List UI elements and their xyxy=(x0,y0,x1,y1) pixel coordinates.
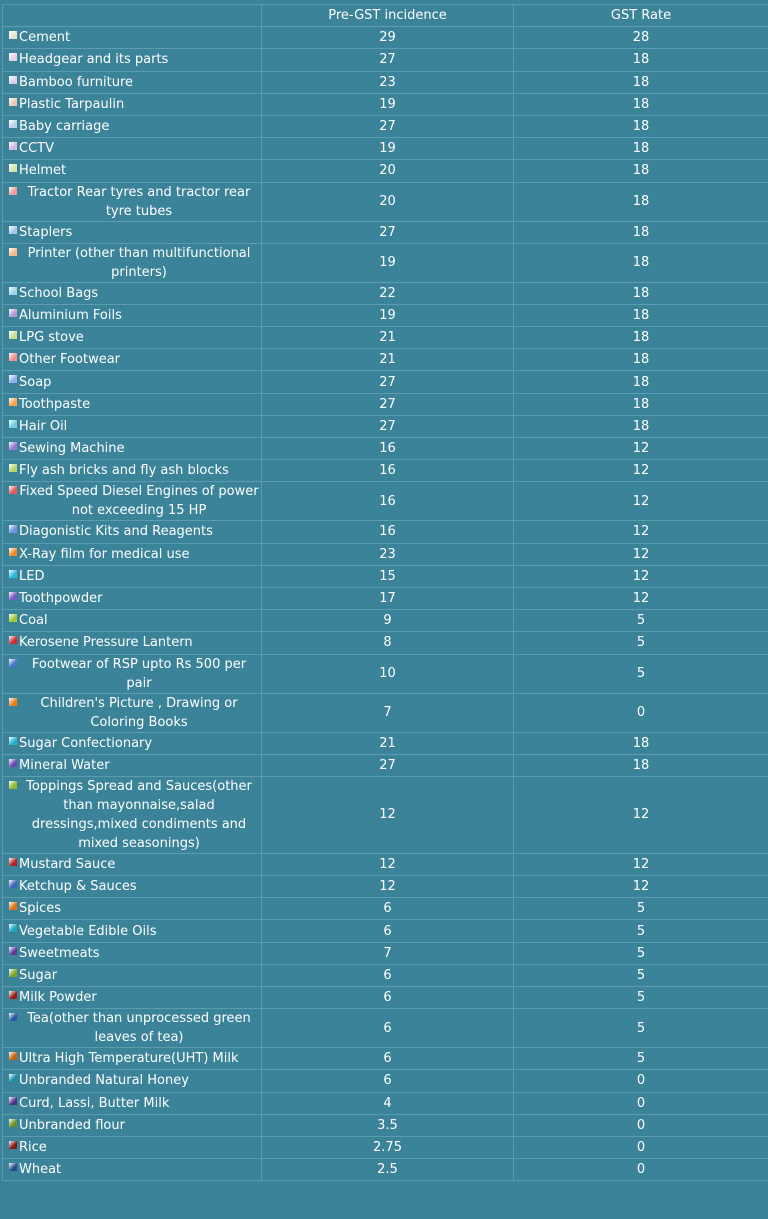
item-cell xyxy=(3,521,262,543)
item-cell xyxy=(3,964,262,986)
pre-gst-value: 16 xyxy=(262,460,514,482)
pre-gst-value: 27 xyxy=(262,49,514,71)
legend-swatch-icon xyxy=(9,759,17,767)
item-name: Helmet xyxy=(5,161,259,180)
pre-gst-value: 17 xyxy=(262,587,514,609)
pre-gst-value: 21 xyxy=(262,327,514,349)
item-cell xyxy=(3,987,262,1009)
gst-rate-value: 18 xyxy=(514,282,768,304)
pre-gst-value: 6 xyxy=(262,964,514,986)
table-row xyxy=(3,898,768,920)
item-cell xyxy=(3,1114,262,1136)
item-cell xyxy=(3,49,262,71)
pre-gst-value: 27 xyxy=(262,221,514,243)
item-cell xyxy=(3,71,262,93)
table-row xyxy=(3,1114,768,1136)
gst-rate-value: 18 xyxy=(514,49,768,71)
item-name: Unbranded flour xyxy=(5,1116,259,1135)
table-row xyxy=(3,415,768,437)
item-name: School Bags xyxy=(5,284,259,303)
item-name: Cement xyxy=(5,28,259,47)
legend-swatch-icon xyxy=(9,1119,17,1127)
pre-gst-value: 20 xyxy=(262,182,514,221)
gst-rate-value: 0 xyxy=(514,1136,768,1158)
item-name: Kerosene Pressure Lantern xyxy=(5,633,259,652)
gst-rate-value: 12 xyxy=(514,460,768,482)
pre-gst-value: 23 xyxy=(262,71,514,93)
table-row xyxy=(3,587,768,609)
pre-gst-value: 6 xyxy=(262,898,514,920)
legend-swatch-icon xyxy=(9,947,17,955)
item-name: Plastic Tarpaulin xyxy=(5,95,259,114)
item-name: Bamboo furniture xyxy=(5,73,259,92)
pre-gst-value: 9 xyxy=(262,610,514,632)
item-name: Headgear and its parts xyxy=(5,50,259,69)
gst-rate-value: 5 xyxy=(514,964,768,986)
gst-rate-value: 5 xyxy=(514,920,768,942)
gst-rate-value: 5 xyxy=(514,898,768,920)
pre-gst-value: 2.5 xyxy=(262,1159,514,1181)
table-row xyxy=(3,610,768,632)
gst-rate-value: 12 xyxy=(514,438,768,460)
pre-gst-value: 27 xyxy=(262,393,514,415)
gst-rate-value: 5 xyxy=(514,654,768,693)
table-row xyxy=(3,987,768,1009)
legend-swatch-icon xyxy=(9,548,17,556)
gst-rate-value: 18 xyxy=(514,93,768,115)
pre-gst-value: 7 xyxy=(262,942,514,964)
pre-gst-value: 12 xyxy=(262,853,514,875)
item-name: Footwear of RSP upto Rs 500 per pair xyxy=(5,655,259,693)
pre-gst-value: 21 xyxy=(262,349,514,371)
item-cell xyxy=(3,27,262,49)
gst-rate-value: 18 xyxy=(514,182,768,221)
gst-rate-value: 12 xyxy=(514,521,768,543)
item-name: Hair Oil xyxy=(5,417,259,436)
table-row xyxy=(3,1092,768,1114)
item-name: Diagonistic Kits and Reagents xyxy=(5,522,259,541)
pre-gst-value: 12 xyxy=(262,776,514,853)
gst-rate-value: 18 xyxy=(514,415,768,437)
legend-swatch-icon xyxy=(9,1163,17,1171)
pre-gst-value: 22 xyxy=(262,282,514,304)
legend-swatch-icon xyxy=(9,614,17,622)
header-item xyxy=(3,5,262,27)
item-cell xyxy=(3,243,262,282)
gst-rate-value: 18 xyxy=(514,243,768,282)
item-name: Toppings Spread and Sauces(other than mayonnaise,salad dressings,mixed condiments and mixed seasonings) xyxy=(5,777,259,853)
legend-swatch-icon xyxy=(9,309,17,317)
gst-rate-value: 0 xyxy=(514,693,768,732)
table-row xyxy=(3,460,768,482)
table-row xyxy=(3,71,768,93)
table-row xyxy=(3,221,768,243)
legend-swatch-icon xyxy=(9,142,17,150)
legend-swatch-icon xyxy=(9,1013,17,1021)
gst-rate-value: 18 xyxy=(514,371,768,393)
pre-gst-value: 6 xyxy=(262,987,514,1009)
legend-swatch-icon xyxy=(9,98,17,106)
table-row xyxy=(3,632,768,654)
item-name: Vegetable Edible Oils xyxy=(5,922,259,941)
table-row xyxy=(3,349,768,371)
gst-rate-value: 12 xyxy=(514,853,768,875)
pre-gst-value: 27 xyxy=(262,415,514,437)
item-cell xyxy=(3,920,262,942)
gst-rate-value: 5 xyxy=(514,632,768,654)
legend-swatch-icon xyxy=(9,570,17,578)
table-row xyxy=(3,521,768,543)
table-row xyxy=(3,327,768,349)
pre-gst-value: 8 xyxy=(262,632,514,654)
item-cell xyxy=(3,138,262,160)
item-name: Tea(other than unprocessed green leaves of tea) xyxy=(5,1009,259,1047)
table-row xyxy=(3,1048,768,1070)
gst-rate-value: 18 xyxy=(514,732,768,754)
item-name: Aluminium Foils xyxy=(5,306,259,325)
legend-swatch-icon xyxy=(9,525,17,533)
legend-swatch-icon xyxy=(9,420,17,428)
table-row xyxy=(3,876,768,898)
item-name: LPG stove xyxy=(5,328,259,347)
pre-gst-value: 12 xyxy=(262,876,514,898)
legend-swatch-icon xyxy=(9,464,17,472)
gst-rate-value: 12 xyxy=(514,876,768,898)
table-row xyxy=(3,1070,768,1092)
legend-swatch-icon xyxy=(9,924,17,932)
item-cell xyxy=(3,898,262,920)
item-name: Mustard Sauce xyxy=(5,855,259,874)
legend-swatch-icon xyxy=(9,592,17,600)
item-cell xyxy=(3,1048,262,1070)
pre-gst-value: 15 xyxy=(262,565,514,587)
item-name: Ketchup & Sauces xyxy=(5,877,259,896)
table-row xyxy=(3,964,768,986)
item-cell xyxy=(3,282,262,304)
table-row xyxy=(3,393,768,415)
pre-gst-value: 19 xyxy=(262,93,514,115)
item-cell xyxy=(3,115,262,137)
gst-rate-value: 18 xyxy=(514,138,768,160)
pre-gst-value: 7 xyxy=(262,693,514,732)
item-cell xyxy=(3,93,262,115)
table-row xyxy=(3,754,768,776)
pre-gst-value: 27 xyxy=(262,754,514,776)
item-cell xyxy=(3,1009,262,1048)
legend-swatch-icon xyxy=(9,375,17,383)
item-name: Printer (other than multifunctional printers) xyxy=(5,244,259,282)
item-cell xyxy=(3,776,262,853)
legend-swatch-icon xyxy=(9,248,17,256)
item-cell xyxy=(3,482,262,521)
item-cell xyxy=(3,349,262,371)
item-name: Coal xyxy=(5,611,259,630)
item-name: Fixed Speed Diesel Engines of power not exceeding 15 HP xyxy=(5,482,259,520)
gst-rate-value: 12 xyxy=(514,482,768,521)
item-cell xyxy=(3,754,262,776)
item-name: Unbranded Natural Honey xyxy=(5,1071,259,1090)
pre-gst-value: 6 xyxy=(262,1048,514,1070)
gst-rate-value: 18 xyxy=(514,115,768,137)
legend-swatch-icon xyxy=(9,353,17,361)
legend-swatch-icon xyxy=(9,1097,17,1105)
item-cell xyxy=(3,438,262,460)
item-cell xyxy=(3,654,262,693)
pre-gst-value: 16 xyxy=(262,438,514,460)
item-cell xyxy=(3,587,262,609)
legend-swatch-icon xyxy=(9,1074,17,1082)
item-name: Soap xyxy=(5,373,259,392)
item-cell xyxy=(3,371,262,393)
table-row xyxy=(3,182,768,221)
gst-rate-value: 5 xyxy=(514,942,768,964)
item-name: Fly ash bricks and fly ash blocks xyxy=(5,461,259,480)
legend-swatch-icon xyxy=(9,31,17,39)
table-row xyxy=(3,654,768,693)
legend-swatch-icon xyxy=(9,1141,17,1149)
legend-swatch-icon xyxy=(9,76,17,84)
item-name: Children's Picture , Drawing or Coloring Books xyxy=(5,694,259,732)
item-name: Sweetmeats xyxy=(5,944,259,963)
table-row xyxy=(3,732,768,754)
item-name: Baby carriage xyxy=(5,117,259,136)
legend-swatch-icon xyxy=(9,781,17,789)
table-row xyxy=(3,160,768,182)
table-row xyxy=(3,304,768,326)
table-row xyxy=(3,49,768,71)
table-row xyxy=(3,482,768,521)
pre-gst-value: 29 xyxy=(262,27,514,49)
item-cell xyxy=(3,327,262,349)
legend-swatch-icon xyxy=(9,902,17,910)
gst-rate-value: 18 xyxy=(514,349,768,371)
table-row xyxy=(3,1136,768,1158)
table-row xyxy=(3,93,768,115)
pre-gst-value: 6 xyxy=(262,1009,514,1048)
gst-rate-value: 5 xyxy=(514,1048,768,1070)
legend-swatch-icon xyxy=(9,187,17,195)
item-name: X-Ray film for medical use xyxy=(5,545,259,564)
item-name: Sewing Machine xyxy=(5,439,259,458)
table-row xyxy=(3,853,768,875)
pre-gst-value: 27 xyxy=(262,371,514,393)
item-cell xyxy=(3,610,262,632)
legend-swatch-icon xyxy=(9,858,17,866)
legend-swatch-icon xyxy=(9,398,17,406)
item-name: Sugar xyxy=(5,966,259,985)
item-name: Rice xyxy=(5,1138,259,1157)
pre-gst-value: 20 xyxy=(262,160,514,182)
item-name: Toothpaste xyxy=(5,395,259,414)
table-row xyxy=(3,920,768,942)
gst-rate-value: 12 xyxy=(514,776,768,853)
item-name: LED xyxy=(5,567,259,586)
pre-gst-value: 4 xyxy=(262,1092,514,1114)
table-row xyxy=(3,438,768,460)
header-gst-rate: GST Rate xyxy=(514,5,768,27)
item-cell xyxy=(3,732,262,754)
gst-rate-value: 18 xyxy=(514,160,768,182)
table-row xyxy=(3,776,768,853)
item-cell xyxy=(3,1136,262,1158)
pre-gst-value: 16 xyxy=(262,521,514,543)
table-row xyxy=(3,565,768,587)
item-cell xyxy=(3,393,262,415)
gst-rate-value: 18 xyxy=(514,754,768,776)
pre-gst-value: 23 xyxy=(262,543,514,565)
pre-gst-value: 6 xyxy=(262,1070,514,1092)
gst-rate-value: 0 xyxy=(514,1159,768,1181)
gst-rate-value: 18 xyxy=(514,393,768,415)
gst-rate-value: 5 xyxy=(514,987,768,1009)
item-cell xyxy=(3,1070,262,1092)
legend-swatch-icon xyxy=(9,120,17,128)
legend-swatch-icon xyxy=(9,991,17,999)
legend-swatch-icon xyxy=(9,698,17,706)
gst-rate-value: 12 xyxy=(514,587,768,609)
gst-rate-value: 18 xyxy=(514,71,768,93)
item-name: Ultra High Temperature(UHT) Milk xyxy=(5,1049,259,1068)
item-name: Tractor Rear tyres and tractor rear tyre tubes xyxy=(5,183,259,221)
table-row xyxy=(3,371,768,393)
legend-swatch-icon xyxy=(9,164,17,172)
pre-gst-value: 19 xyxy=(262,304,514,326)
gst-rate-value: 18 xyxy=(514,304,768,326)
item-name: Spices xyxy=(5,899,259,918)
table-row xyxy=(3,942,768,964)
pre-gst-value: 16 xyxy=(262,482,514,521)
gst-rate-value: 0 xyxy=(514,1070,768,1092)
table-row xyxy=(3,243,768,282)
gst-rate-table xyxy=(2,4,768,1181)
header-row xyxy=(3,5,768,27)
item-cell xyxy=(3,632,262,654)
item-cell xyxy=(3,304,262,326)
gst-rate-value: 5 xyxy=(514,1009,768,1048)
table-row xyxy=(3,543,768,565)
header-pre-gst: Pre-GST incidence xyxy=(262,5,514,27)
table-row xyxy=(3,1159,768,1181)
legend-swatch-icon xyxy=(9,636,17,644)
table-row xyxy=(3,693,768,732)
pre-gst-value: 21 xyxy=(262,732,514,754)
item-name: Milk Powder xyxy=(5,988,259,1007)
pre-gst-value: 2.75 xyxy=(262,1136,514,1158)
legend-swatch-icon xyxy=(9,880,17,888)
legend-swatch-icon xyxy=(9,53,17,61)
legend-swatch-icon xyxy=(9,969,17,977)
gst-rate-value: 18 xyxy=(514,221,768,243)
item-cell xyxy=(3,853,262,875)
legend-swatch-icon xyxy=(9,737,17,745)
item-name: CCTV xyxy=(5,139,259,158)
pre-gst-value: 27 xyxy=(262,115,514,137)
legend-swatch-icon xyxy=(9,287,17,295)
item-cell xyxy=(3,415,262,437)
gst-rate-value: 12 xyxy=(514,565,768,587)
item-name: Mineral Water xyxy=(5,756,259,775)
legend-swatch-icon xyxy=(9,1052,17,1060)
legend-swatch-icon xyxy=(9,659,17,667)
item-cell xyxy=(3,693,262,732)
table-body xyxy=(3,27,768,1181)
item-name: Sugar Confectionary xyxy=(5,734,259,753)
item-cell xyxy=(3,543,262,565)
gst-rate-value: 18 xyxy=(514,327,768,349)
item-cell xyxy=(3,1092,262,1114)
item-cell xyxy=(3,942,262,964)
legend-swatch-icon xyxy=(9,486,17,494)
legend-swatch-icon xyxy=(9,331,17,339)
gst-rate-value: 0 xyxy=(514,1114,768,1136)
gst-rate-value: 28 xyxy=(514,27,768,49)
pre-gst-value: 6 xyxy=(262,920,514,942)
pre-gst-value: 19 xyxy=(262,243,514,282)
table-row xyxy=(3,1009,768,1048)
item-cell xyxy=(3,460,262,482)
item-cell xyxy=(3,876,262,898)
item-name: Curd, Lassi, Butter Milk xyxy=(5,1094,259,1113)
gst-rate-value: 12 xyxy=(514,543,768,565)
pre-gst-value: 3.5 xyxy=(262,1114,514,1136)
table-row xyxy=(3,138,768,160)
gst-rate-value: 0 xyxy=(514,1092,768,1114)
pre-gst-value: 10 xyxy=(262,654,514,693)
item-cell xyxy=(3,221,262,243)
item-cell xyxy=(3,565,262,587)
item-cell xyxy=(3,182,262,221)
item-cell xyxy=(3,1159,262,1181)
table-row xyxy=(3,282,768,304)
table-row xyxy=(3,27,768,49)
item-name: Other Footwear xyxy=(5,350,259,369)
item-name: Staplers xyxy=(5,223,259,242)
gst-rate-value: 5 xyxy=(514,610,768,632)
item-name: Wheat xyxy=(5,1160,259,1179)
table-row xyxy=(3,115,768,137)
legend-swatch-icon xyxy=(9,442,17,450)
legend-swatch-icon xyxy=(9,226,17,234)
item-name: Toothpowder xyxy=(5,589,259,608)
item-cell xyxy=(3,160,262,182)
pre-gst-value: 19 xyxy=(262,138,514,160)
